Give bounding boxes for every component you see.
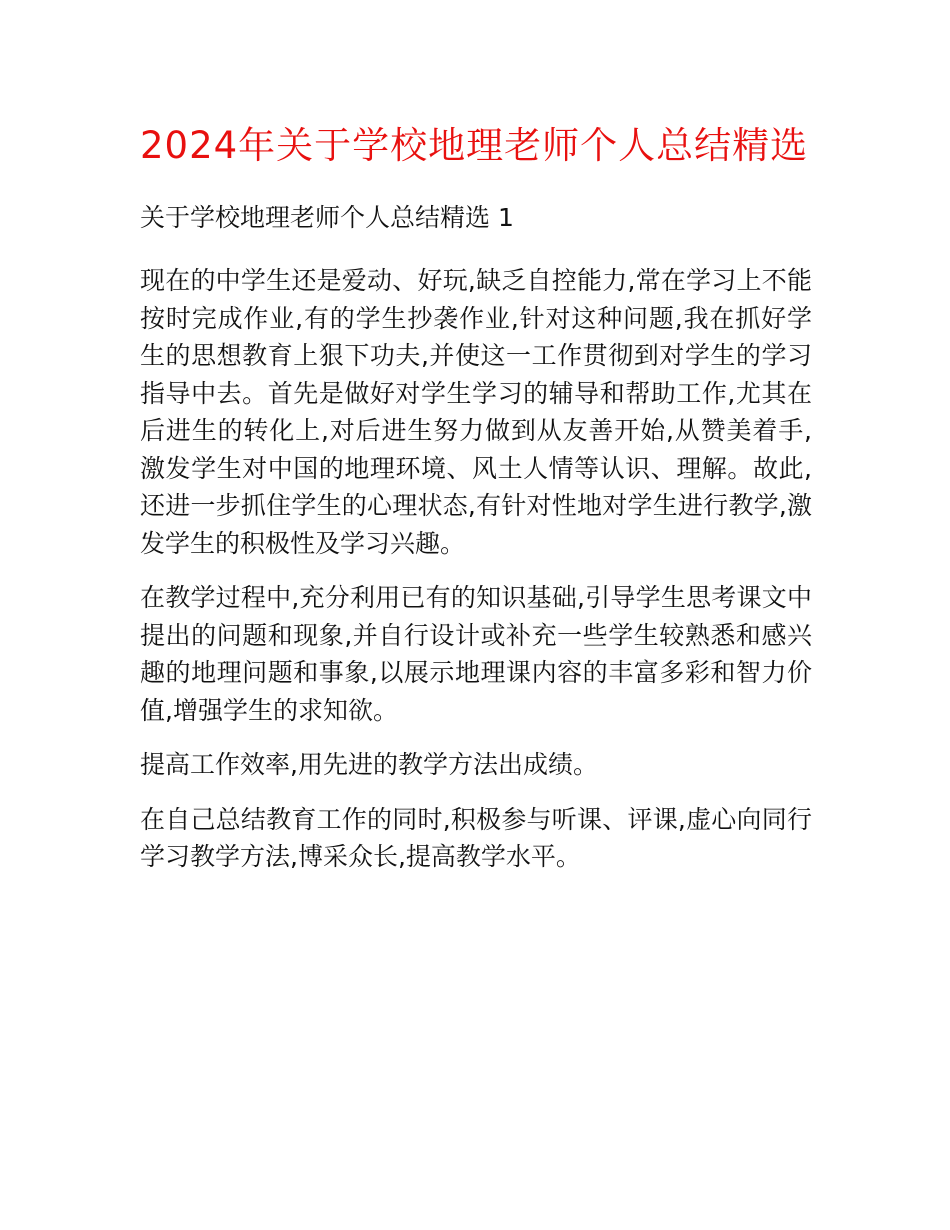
- paragraph: 提高工作效率,用先进的教学方法出成绩。: [140, 750, 598, 779]
- paragraph: 现在的中学生还是爱动、好玩,缺乏自控能力,常在学习上不能按时完成作业,有的学生抄袭作业,针对这种问题,我在抓好学生的思想教育上狠下功夫,并使这一工作贯彻到对学生的学习指导中去。首先是做好对学生学习的辅导和帮助工作,尤其在后进生的转化上,对后进生努力做到从友善开始,从赞美着手,激发学生对中国的地理环境、风土人情等认识、理解。故此,还进一步抓住学生的心理状态,有针对性地对学生进行教学,激发学生的积极性及学习兴趣。: [140, 266, 812, 558]
- section-heading: 关于学校地理老师个人总结精选 1: [140, 203, 514, 232]
- paragraph: 在自己总结教育工作的同时,积极参与听课、评课,虚心向同行学习教学方法,博采众长,提高教学水平。: [140, 804, 812, 871]
- document-title: 2024年关于学校地理老师个人总结精选: [140, 124, 809, 167]
- paragraph: 在教学过程中,充分利用已有的知识基础,引导学生思考课文中提出的问题和现象,并自行设计或补充一些学生较熟悉和感兴趣的地理问题和事象,以展示地理课内容的丰富多彩和智力价值,增强学生的求知欲。: [140, 583, 812, 725]
- document-page: [140, 118, 812, 876]
